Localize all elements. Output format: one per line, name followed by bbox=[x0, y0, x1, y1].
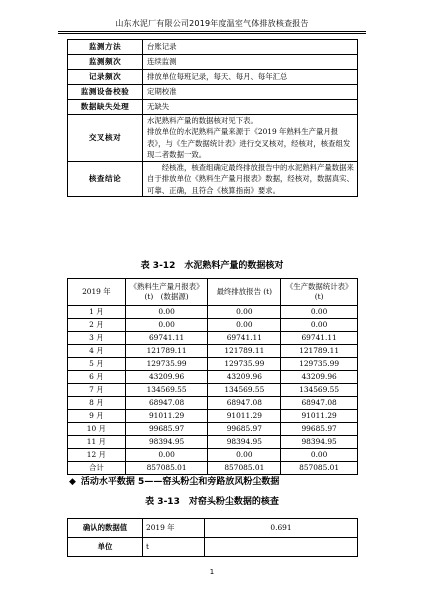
month-cell: 11 月 bbox=[68, 436, 126, 449]
value-cell: 99685.97 bbox=[125, 423, 208, 436]
month-cell: 1 月 bbox=[68, 306, 126, 319]
value-cell: 68947.08 bbox=[208, 397, 281, 410]
table-row bbox=[68, 115, 358, 162]
clinker-output-table bbox=[67, 278, 358, 475]
value-cell: 857085.01 bbox=[208, 462, 281, 475]
table-row bbox=[68, 70, 358, 85]
value-cell bbox=[205, 538, 358, 557]
row-label: 确认的数据值 bbox=[68, 519, 143, 538]
value-cell: 134569.55 bbox=[281, 384, 358, 397]
table-row bbox=[68, 397, 358, 410]
year-cell: 2019 年 bbox=[143, 519, 205, 538]
month-cell: 7 月 bbox=[68, 384, 126, 397]
value-cell: 98394.95 bbox=[208, 436, 281, 449]
header-rule bbox=[58, 31, 366, 32]
row-label: 监测方法 bbox=[68, 40, 143, 55]
monitoring-info-table bbox=[67, 39, 358, 197]
row-label: 数据缺失处理 bbox=[68, 100, 143, 115]
month-cell: 6 月 bbox=[68, 371, 126, 384]
table-row bbox=[68, 319, 358, 332]
row-label: 单位 bbox=[68, 538, 143, 557]
table-row bbox=[68, 85, 358, 100]
value-cell: 68947.08 bbox=[125, 397, 208, 410]
value-cell: 99685.97 bbox=[281, 423, 358, 436]
value-cell: 129735.99 bbox=[281, 358, 358, 371]
table-row bbox=[68, 332, 358, 345]
section-heading bbox=[69, 474, 279, 487]
column-header: 最终排放报告 (t) bbox=[208, 279, 281, 306]
table-row bbox=[68, 306, 358, 319]
column-header: 《熟料生产量月报表》 (t) (数据源) bbox=[125, 279, 208, 306]
value-cell: 91011.29 bbox=[281, 410, 358, 423]
table-row bbox=[68, 462, 358, 475]
value-cell: 857085.01 bbox=[281, 462, 358, 475]
table-row bbox=[68, 345, 358, 358]
table-row bbox=[68, 384, 358, 397]
row-value: 连续监测 bbox=[143, 55, 358, 70]
month-cell: 5 月 bbox=[68, 358, 126, 371]
table-row bbox=[68, 371, 358, 384]
table-row bbox=[68, 40, 358, 55]
value-cell: 0.00 bbox=[281, 319, 358, 332]
value-cell: 68947.08 bbox=[281, 397, 358, 410]
month-cell: 9 月 bbox=[68, 410, 126, 423]
value-cell: 0.00 bbox=[208, 449, 281, 462]
table-row bbox=[68, 423, 358, 436]
month-cell: 3 月 bbox=[68, 332, 126, 345]
table-row bbox=[68, 161, 358, 196]
value-cell: 0.00 bbox=[281, 306, 358, 319]
value-cell: 0.00 bbox=[208, 319, 281, 332]
row-value: 无缺失 bbox=[143, 100, 358, 115]
value-cell: 857085.01 bbox=[125, 462, 208, 475]
month-cell: 合计 bbox=[68, 462, 126, 475]
value-cell: 98394.95 bbox=[281, 436, 358, 449]
table-header-row bbox=[68, 279, 358, 306]
value-cell: 69741.11 bbox=[125, 332, 208, 345]
value-cell: 121789.11 bbox=[281, 345, 358, 358]
table-row bbox=[68, 519, 358, 538]
value-cell: 43209.96 bbox=[281, 371, 358, 384]
table-row bbox=[68, 358, 358, 371]
row-label: 记录频次 bbox=[68, 70, 143, 85]
row-value: 水泥熟料产量的数据核对见下表。 排放单位的水泥熟料产量来源于《2019 年熟料生产量月报表》，与《生产数据统计表》进行交叉核对，经核对，核查组发现二者数据一致。 bbox=[143, 115, 358, 162]
month-cell: 2 月 bbox=[68, 319, 126, 332]
column-header: 2019 年 bbox=[68, 279, 126, 306]
row-value: 排放单位每班记录，每天、每月、每年汇总 bbox=[143, 70, 358, 85]
row-value: 定期校准 bbox=[143, 85, 358, 100]
table-3-13-caption: 表 3-13 对窑头粉尘数据的核查 bbox=[145, 497, 279, 507]
month-cell: 4 月 bbox=[68, 345, 126, 358]
value-cell: 43209.96 bbox=[125, 371, 208, 384]
value-cell: 91011.29 bbox=[125, 410, 208, 423]
table-row bbox=[68, 100, 358, 115]
row-value: 经核准，核查组确定最终排放报告中的水泥熟料产量数据来自于排放单位《熟料生产量月报表》数据，经核对，数据真实、可靠、正确，且符合《核算指南》要求。 bbox=[143, 161, 358, 196]
page-number: 1 bbox=[209, 568, 215, 576]
value-cell: 0.00 bbox=[125, 319, 208, 332]
value-cell: 69741.11 bbox=[208, 332, 281, 345]
value-cell: 0.00 bbox=[208, 306, 281, 319]
value-cell: 0.00 bbox=[125, 449, 208, 462]
diamond-bullet-icon: ◆ bbox=[69, 477, 76, 487]
value-cell: 134569.55 bbox=[208, 384, 281, 397]
row-label: 核查结论 bbox=[68, 161, 143, 196]
value-cell: 91011.29 bbox=[208, 410, 281, 423]
month-cell: 12 月 bbox=[68, 449, 126, 462]
value-cell: 99685.97 bbox=[208, 423, 281, 436]
row-value: 台账记录 bbox=[143, 40, 358, 55]
value-cell: 0.691 bbox=[205, 519, 358, 538]
table-row bbox=[68, 538, 358, 557]
month-cell: 8 月 bbox=[68, 397, 126, 410]
value-cell: 0.00 bbox=[281, 449, 358, 462]
table-3-12-caption: 表 3-12 水泥熟料产量的数据核对 bbox=[140, 261, 284, 271]
row-label: 交叉核对 bbox=[68, 115, 143, 162]
month-cell: 10 月 bbox=[68, 423, 126, 436]
column-header: 《生产数据统计表》 (t) bbox=[281, 279, 358, 306]
page-header-title: 山东水泥厂有限公司2019年度温室气体排放核查报告 bbox=[115, 19, 309, 28]
header-rule-secondary bbox=[58, 33, 366, 34]
table-row bbox=[68, 449, 358, 462]
value-cell: 129735.99 bbox=[208, 358, 281, 371]
value-cell: 43209.96 bbox=[208, 371, 281, 384]
value-cell: 69741.11 bbox=[281, 332, 358, 345]
row-label: 监测频次 bbox=[68, 55, 143, 70]
value-cell: 98394.95 bbox=[125, 436, 208, 449]
table-row bbox=[68, 55, 358, 70]
section-title: 活动水平数据 5——窑头粉尘和旁路放风粉尘数据 bbox=[80, 477, 280, 487]
row-label: 监测设备校验 bbox=[68, 85, 143, 100]
kiln-dust-table bbox=[67, 518, 358, 557]
unit-cell: t bbox=[143, 538, 205, 557]
table-row bbox=[68, 410, 358, 423]
value-cell: 121789.11 bbox=[125, 345, 208, 358]
table-row bbox=[68, 436, 358, 449]
value-cell: 129735.99 bbox=[125, 358, 208, 371]
value-cell: 0.00 bbox=[125, 306, 208, 319]
value-cell: 134569.55 bbox=[125, 384, 208, 397]
value-cell: 121789.11 bbox=[208, 345, 281, 358]
